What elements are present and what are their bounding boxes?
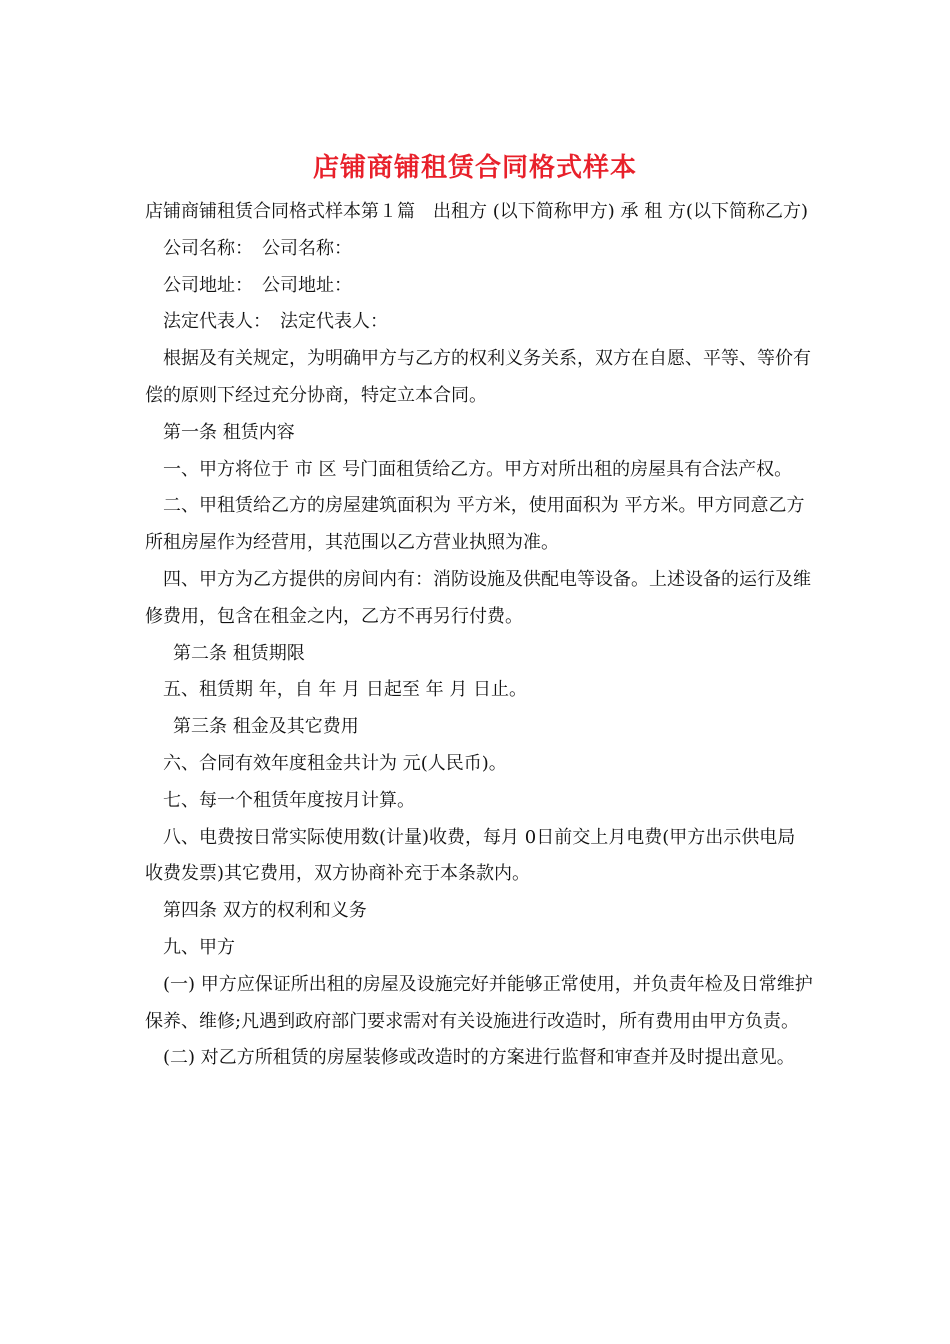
- clause-7: 七、每一个租赁年度按月计算。: [163, 789, 415, 811]
- article-heading-2: 第二条 租赁期限: [173, 642, 305, 664]
- paragraph-company-name: 公司名称： 公司名称：: [163, 237, 352, 259]
- clause-8: 八、电费按日常实际使用数(计量)收费，每月 0日前交上月电费(甲方出示供电局收费发票)其它费用，双方协商补充于本条款内。: [145, 826, 796, 885]
- clause-4: 四、甲方为乙方提供的房间内有：消防设施及供配电等设备。上述设备的运行及维修费用，包含在租金之内，乙方不再另行付费。: [145, 568, 811, 627]
- sub-clause-9-2: (二) 对乙方所租赁的房屋装修或改造时的方案进行监督和审查并及时提出意见。: [163, 1047, 795, 1069]
- paragraph-preamble: 店铺商铺租赁合同格式样本第１篇 出租方 (以下简称甲方) 承 租 方(以下简称乙方): [145, 201, 808, 222]
- article-heading-4: 第四条 双方的权利和义务: [163, 900, 367, 922]
- article-heading-1: 第一条 租赁内容: [163, 421, 295, 443]
- document-title: 店铺商铺租赁合同格式样本: [312, 153, 637, 183]
- clause-2: 二、甲租赁给乙方的房屋建筑面积为 平方米，使用面积为 平方米。甲方同意乙方所租房屋作为经营用，其范围以乙方营业执照为准。: [145, 495, 805, 554]
- clause-9: 九、甲方: [163, 936, 235, 958]
- paragraph-legal-representative: 法定代表人： 法定代表人：: [163, 311, 388, 333]
- article-heading-3: 第三条 租金及其它费用: [173, 716, 359, 738]
- clause-5: 五、租赁期 年，自 年 月 日起至 年 月 日止。: [163, 679, 528, 701]
- paragraph-basis: 根据及有关规定，为明确甲方与乙方的权利义务关系，双方在自愿、平等、等价有偿的原则下经过充分协商，特定立本合同。: [145, 348, 811, 406]
- document-body: [145, 194, 813, 1077]
- clause-1: 一、甲方将位于 市 区 号门面租赁给乙方。甲方对所出租的房屋具有合法产权。: [163, 458, 793, 480]
- paragraph-company-address: 公司地址： 公司地址：: [163, 274, 352, 296]
- clause-6: 六、合同有效年度租金共计为 元(人民币)。: [163, 752, 507, 774]
- sub-clause-9-1: (一) 甲方应保证所出租的房屋及设施完好并能够正常使用，并负责年检及日常维护保养、维修;凡遇到政府部门要求需对有关设施进行改造时，所有费用由甲方负责。: [145, 973, 813, 1032]
